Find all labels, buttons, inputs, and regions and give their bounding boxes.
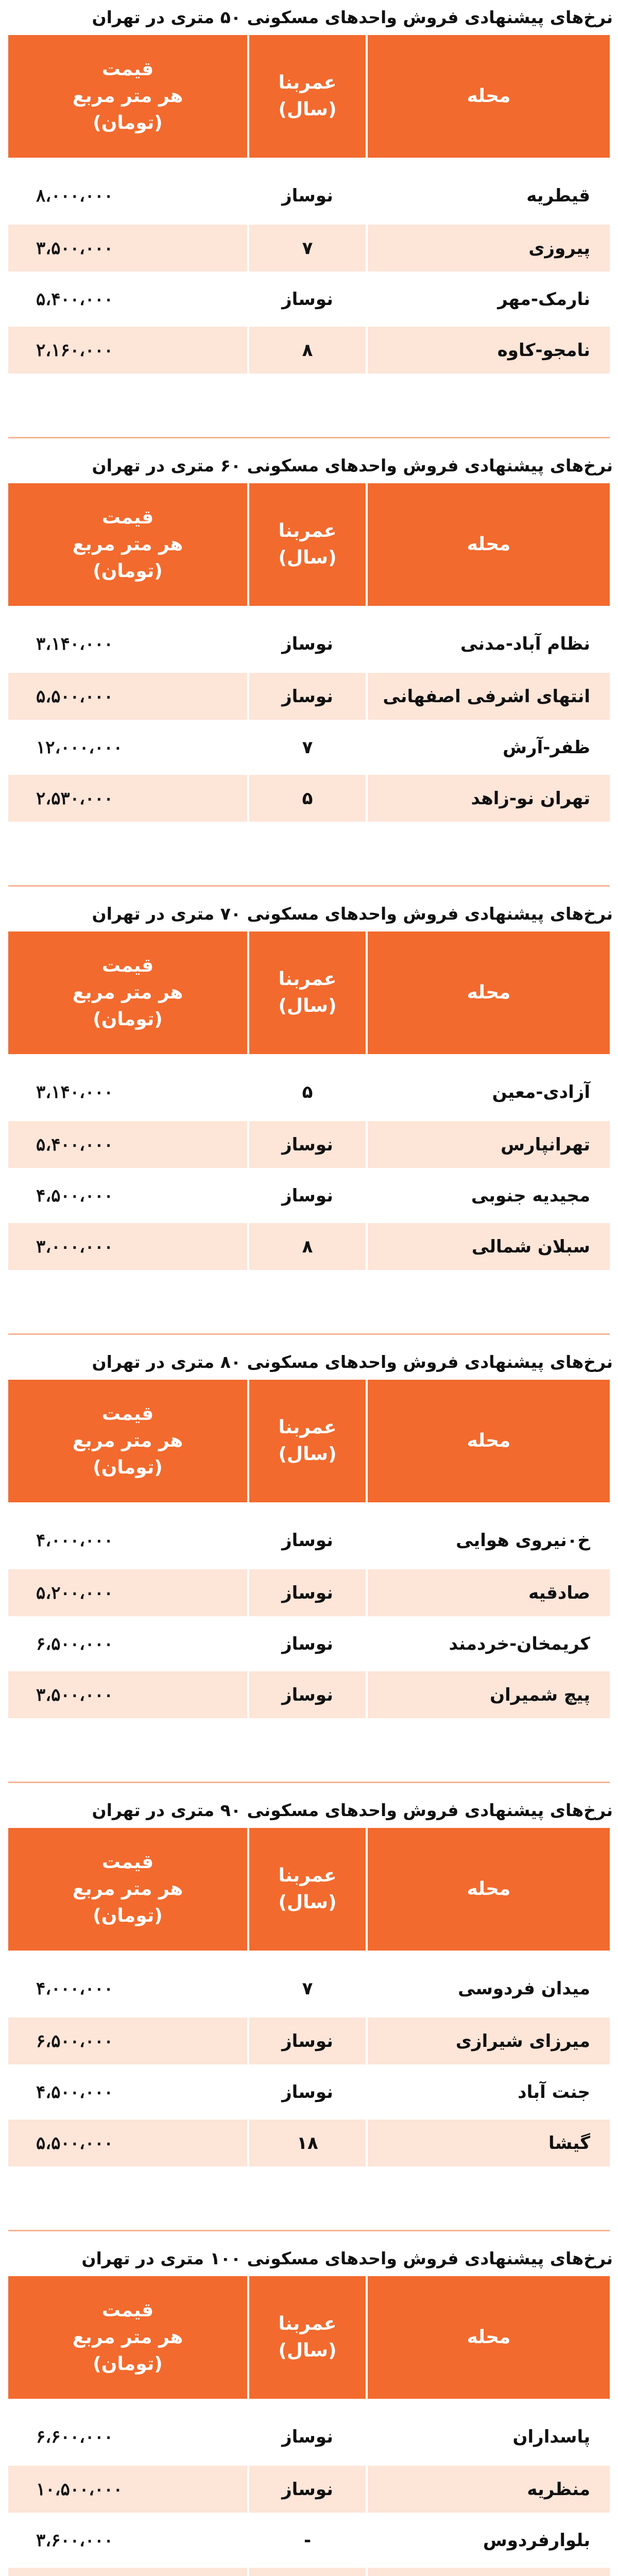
building-age-cell	[249, 2564, 368, 2576]
table-row	[8, 158, 610, 221]
area-cell	[368, 2564, 610, 2576]
table-row	[8, 272, 610, 323]
building-age-cell: نوساز	[249, 2064, 368, 2115]
price-section	[0, 896, 618, 1340]
building-age-cell: ۱۸	[249, 2115, 368, 2166]
area-header-label: محله	[467, 2326, 511, 2348]
building-age-cell: نوساز	[249, 1565, 368, 1616]
table-row	[8, 720, 610, 771]
price-cell: ۶،۵۰۰،۰۰۰	[8, 2013, 249, 2064]
age-header	[249, 483, 368, 606]
price-header	[8, 483, 249, 606]
price-cell: ۲،۱۶۰،۰۰۰	[8, 323, 249, 374]
age-header-label: عمربنا	[278, 72, 337, 93]
table-row	[8, 1565, 610, 1616]
building-age-cell: نوساز	[249, 2013, 368, 2064]
table-row	[8, 1054, 610, 1117]
price-header-label: (تومان)	[93, 1009, 163, 1030]
building-age-cell: -	[249, 2513, 368, 2564]
price-header-label: (تومان)	[93, 1905, 163, 1927]
age-header	[249, 35, 368, 158]
table-row	[8, 669, 610, 720]
building-age-cell: نوساز	[249, 1168, 368, 1219]
price-header-label: هر متر مربع	[72, 1878, 183, 1900]
section-divider	[8, 885, 610, 887]
price-cell: ۴،۵۰۰،۰۰۰	[8, 1168, 249, 1219]
section-title: نرخ‌های پیشنهادی فروش واحدهای مسکونی ۸۰ متری در تهران	[92, 1352, 613, 1372]
table-row	[8, 1616, 610, 1667]
section-divider	[8, 1333, 610, 1335]
area-header-label: محله	[467, 533, 511, 555]
table-header-row	[8, 931, 610, 1054]
section-title: نرخ‌های پیشنهادی فروش واحدهای مسکونی ۵۰ متری در تهران	[92, 7, 613, 27]
table-header-row	[8, 1828, 610, 1951]
section-title: نرخ‌های پیشنهادی فروش واحدهای مسکونی ۶۰ متری در تهران	[92, 455, 613, 476]
building-age-cell: نوساز	[249, 1616, 368, 1667]
age-header	[249, 2276, 368, 2399]
age-header-label: (سال)	[278, 1892, 337, 1913]
area-cell: نامجو-کاوه	[368, 323, 610, 374]
area-header	[368, 1380, 610, 1502]
age-header-label: عمربنا	[278, 968, 337, 990]
area-cell: میدان فردوسی	[368, 1951, 610, 2013]
price-header-label: هر متر مربع	[72, 2326, 183, 2348]
price-cell: ۲،۵۳۰،۰۰۰	[8, 771, 249, 822]
area-cell: تهران نو-زاهد	[368, 771, 610, 822]
area-cell: آزادی-معین	[368, 1054, 610, 1117]
section-divider	[8, 437, 610, 438]
area-cell: پاسداران	[368, 2399, 610, 2462]
price-header-label: هر متر مربع	[72, 1430, 183, 1451]
table-row	[8, 1667, 610, 1718]
price-cell: ۴،۵۰۰،۰۰۰	[8, 2064, 249, 2115]
area-cell: پیچ شمیران	[368, 1667, 610, 1718]
area-header-label: محله	[467, 1878, 511, 1900]
price-header-label: قیمت	[101, 58, 154, 80]
area-cell: ظفر-آرش	[368, 720, 610, 771]
age-header-label: (سال)	[278, 547, 337, 568]
price-table	[8, 1828, 610, 2166]
table-row	[8, 1502, 610, 1565]
price-header-label: قیمت	[101, 1851, 154, 1873]
table-row	[8, 1168, 610, 1219]
price-header	[8, 931, 249, 1054]
area-header-label: محله	[467, 1430, 511, 1451]
price-section	[0, 2241, 618, 2576]
price-header-label: قیمت	[101, 2299, 154, 2321]
area-cell: منظریه	[368, 2462, 610, 2513]
building-age-cell: نوساز	[249, 1502, 368, 1565]
age-header-label: عمربنا	[278, 1416, 337, 1438]
section-title: نرخ‌های پیشنهادی فروش واحدهای مسکونی ۱۰۰ متری در تهران	[81, 2248, 613, 2268]
price-header-label: (تومان)	[93, 1457, 163, 1479]
price-section	[0, 1345, 618, 1788]
price-cell: ۵،۲۰۰،۰۰۰	[8, 1565, 249, 1616]
area-header	[368, 931, 610, 1054]
age-header-label: عمربنا	[278, 1865, 337, 1886]
building-age-cell: نوساز	[249, 158, 368, 221]
price-cell: ۵،۵۰۰،۰۰۰	[8, 669, 249, 720]
area-header	[368, 1828, 610, 1951]
price-cell: ۴،۰۰۰،۰۰۰	[8, 1502, 249, 1565]
building-age-cell: نوساز	[249, 2462, 368, 2513]
table-row	[8, 606, 610, 669]
price-section	[0, 1793, 618, 2236]
price-cell: ۱۰،۵۰۰،۰۰۰	[8, 2462, 249, 2513]
price-table	[8, 35, 610, 374]
building-age-cell: ۷	[249, 720, 368, 771]
area-cell: کریمخان-خردمند	[368, 1616, 610, 1667]
table-row	[8, 1219, 610, 1270]
age-header-label: (سال)	[278, 995, 337, 1016]
table-header-row	[8, 1380, 610, 1502]
table-header-row	[8, 2276, 610, 2399]
area-cell: سبلان شمالی	[368, 1219, 610, 1270]
area-cell: پیروزی	[368, 221, 610, 272]
area-cell: گیشا	[368, 2115, 610, 2166]
table-header-row	[8, 483, 610, 606]
area-cell: تهرانپارس	[368, 1117, 610, 1168]
building-age-cell: نوساز	[249, 1117, 368, 1168]
price-table	[8, 931, 610, 1270]
area-cell: بلوارفردوس	[368, 2513, 610, 2564]
price-header-label: قیمت	[101, 1403, 154, 1425]
area-header	[368, 35, 610, 158]
area-header	[368, 483, 610, 606]
table-row	[8, 2399, 610, 2462]
price-cell: ۱۲،۰۰۰،۰۰۰	[8, 720, 249, 771]
price-cell: ۸،۰۰۰،۰۰۰	[8, 158, 249, 221]
age-header	[249, 931, 368, 1054]
price-cell: ۶،۶۰۰،۰۰۰	[8, 2399, 249, 2462]
age-header-label: عمربنا	[278, 520, 337, 541]
area-header	[368, 2276, 610, 2399]
price-cell: ۳،۱۴۰،۰۰۰	[8, 1054, 249, 1117]
building-age-cell: ۵	[249, 1054, 368, 1117]
price-cell: ۵،۴۰۰،۰۰۰	[8, 1117, 249, 1168]
table-header-row	[8, 35, 610, 158]
price-cell: ۳،۵۰۰،۰۰۰	[8, 221, 249, 272]
price-section	[0, 0, 618, 443]
section-divider	[8, 1782, 610, 1783]
area-cell: خ۰نیروی هوایی	[368, 1502, 610, 1565]
building-age-cell: نوساز	[249, 1667, 368, 1718]
section-title: نرخ‌های پیشنهادی فروش واحدهای مسکونی ۹۰ متری در تهران	[92, 1800, 613, 1820]
area-cell: مجیدیه جنوبی	[368, 1168, 610, 1219]
price-cell: ۶،۵۰۰،۰۰۰	[8, 1616, 249, 1667]
section-title: نرخ‌های پیشنهادی فروش واحدهای مسکونی ۷۰ متری در تهران	[92, 904, 613, 924]
price-section	[0, 448, 618, 891]
building-age-cell: نوساز	[249, 2399, 368, 2462]
price-header-label: (تومان)	[93, 561, 163, 582]
price-cell: ۳،۱۴۰،۰۰۰	[8, 606, 249, 669]
price-table	[8, 1380, 610, 1718]
area-cell: قیطریه	[368, 158, 610, 221]
table-row	[8, 2513, 610, 2564]
table-row	[8, 2462, 610, 2513]
price-header	[8, 35, 249, 158]
table-row	[8, 221, 610, 272]
area-cell: میرزای شیرازی	[368, 2013, 610, 2064]
area-header-label: محله	[467, 981, 511, 1003]
price-header-label: قیمت	[101, 506, 154, 528]
section-divider	[8, 2230, 610, 2231]
building-age-cell: ۸	[249, 323, 368, 374]
area-cell: جنت آباد	[368, 2064, 610, 2115]
table-row	[8, 1117, 610, 1168]
table-row	[8, 2564, 610, 2576]
area-header-label: محله	[467, 85, 511, 107]
age-header	[249, 1380, 368, 1502]
building-age-cell: نوساز	[249, 669, 368, 720]
price-cell	[8, 2564, 249, 2576]
price-header-label: هر متر مربع	[72, 981, 183, 1003]
price-header-label: قیمت	[101, 955, 154, 976]
age-header-label: (سال)	[278, 99, 337, 120]
price-cell: ۴،۰۰۰،۰۰۰	[8, 1951, 249, 2013]
age-header	[249, 1828, 368, 1951]
price-header	[8, 1828, 249, 1951]
table-row	[8, 1951, 610, 2013]
price-header	[8, 2276, 249, 2399]
price-header	[8, 1380, 249, 1502]
table-row	[8, 2013, 610, 2064]
age-header-label: عمربنا	[278, 2313, 337, 2334]
building-age-cell: ۸	[249, 1219, 368, 1270]
table-row	[8, 2064, 610, 2115]
building-age-cell: نوساز	[249, 272, 368, 323]
price-header-label: هر متر مربع	[72, 85, 183, 107]
age-header-label: (سال)	[278, 1444, 337, 1465]
price-cell: ۳،۵۰۰،۰۰۰	[8, 1667, 249, 1718]
price-table	[8, 2276, 610, 2576]
price-table	[8, 483, 610, 822]
building-age-cell: ۷	[249, 221, 368, 272]
area-cell: انتهای اشرفی اصفهانی	[368, 669, 610, 720]
price-header-label: (تومان)	[93, 2353, 163, 2375]
area-cell: صادقیه	[368, 1565, 610, 1616]
building-age-cell: ۵	[249, 771, 368, 822]
price-cell: ۳،۶۰۰،۰۰۰	[8, 2513, 249, 2564]
area-cell: نارمک-مهر	[368, 272, 610, 323]
table-row	[8, 2115, 610, 2166]
area-cell: نظام آباد-مدنی	[368, 606, 610, 669]
price-header-label: هر متر مربع	[72, 533, 183, 555]
table-row	[8, 771, 610, 822]
price-cell: ۵،۵۰۰،۰۰۰	[8, 2115, 249, 2166]
price-cell: ۳،۰۰۰،۰۰۰	[8, 1219, 249, 1270]
price-header-label: (تومان)	[93, 112, 163, 134]
table-row	[8, 323, 610, 374]
building-age-cell: نوساز	[249, 606, 368, 669]
building-age-cell: ۷	[249, 1951, 368, 2013]
age-header-label: (سال)	[278, 2340, 337, 2361]
price-cell: ۵،۴۰۰،۰۰۰	[8, 272, 249, 323]
